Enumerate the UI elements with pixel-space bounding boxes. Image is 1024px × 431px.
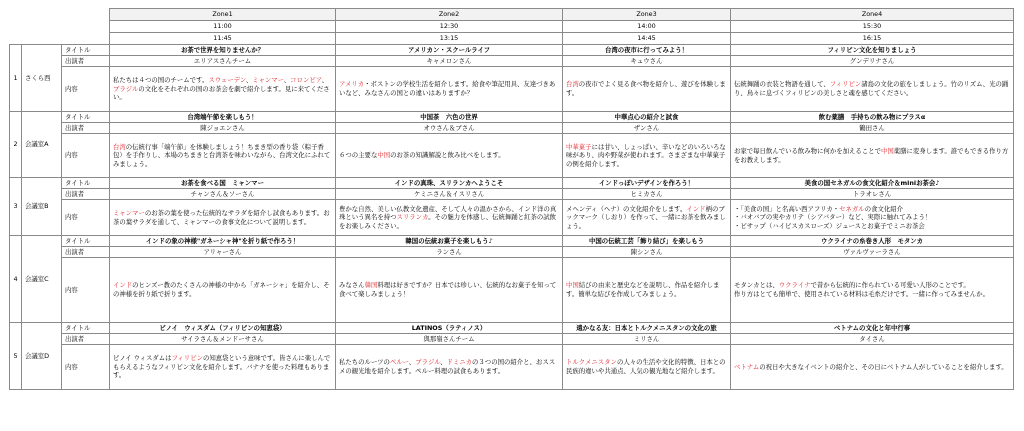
field-label-content: 内容 [62,200,110,236]
content-text: 、 [283,76,291,85]
session-content [563,134,731,178]
content-text: の夜市でよく見る食べ物を紹介し、遊びを体験します。 [566,80,726,97]
room-5-content-row [10,345,1014,390]
zone-end-time: 14:45 [563,33,731,45]
room-4-presenter-row [10,247,1014,258]
zone-start-time: 15:30 [731,21,1014,33]
session-content [731,134,1014,178]
field-label-presenter: 出演者 [62,123,110,134]
content-text: の伝統行事「端午節」を体験しましょう！ちまき型の香り袋（粽子香包）を手作りし、本場のちまきと台湾茶を味わいながら、台湾文化にふれてみましょう。 [113,142,331,168]
session-presenter: ケミニさん＆イスリさん [336,189,563,200]
country-highlight: フィリピン [829,80,862,89]
field-label-content: 内容 [62,345,110,390]
session-title: インドの真珠、スリランカへようこそ [336,178,563,189]
content-text: のヒンズー教のたくさんの神様の中から「ガネーシャ」を紹介し、その神様を折り紙で折ります。 [113,281,330,298]
session-content [563,200,731,236]
content-text: 料理は好きですか？日本では珍しい、伝統的なお菓子を知って食べて楽しみましょう！ [339,281,557,298]
zone-header: Zone3 [563,9,731,21]
room-name: さくら西 [22,45,62,112]
session-title: ウクライナの糸巻き人形 モタンカ [731,236,1014,247]
content-text: 。その魅力を体感し、伝統舞踊と紅茶の試飲をお楽しみください。 [339,213,557,230]
schedule-sheet [9,8,1014,390]
room-name: 会議室D [22,323,62,390]
zone-start-time: 12:30 [336,21,563,33]
room-name: 会議室B [22,178,62,236]
field-label-content: 内容 [62,67,110,112]
field-label-title: タイトル [62,236,110,247]
country-highlight: 中国 [566,281,579,290]
room-name: 会議室A [22,112,62,178]
header-row-name [10,9,1014,21]
country-highlight: 中華菓子 [566,142,592,151]
content-text: 伝統舞踊の衣装と物語を通して、 [734,80,830,89]
header-blank [10,21,110,33]
session-title: インドっぽいデザインを作ろう！ [563,178,731,189]
session-title: 中国の伝統工芸「飾り結び」を楽しもう [563,236,731,247]
content-text: の知恵袋という意味です。皆さんに楽しんでもらえるようなフィリピン文化を紹介します。バナナを使った料理もあります。 [113,354,331,380]
session-presenter: タイさん [731,334,1014,345]
country-highlight: ミャンマー [252,76,284,85]
room-number: 2 [10,112,22,178]
content-text: 、 [321,76,329,85]
content-text: のお茶の知識解説と飲み比べをします。 [390,151,505,160]
zone-start-time: 11:00 [110,21,336,33]
session-presenter: グンデリナさん [731,56,1014,67]
country-highlight: ウクライナ [778,281,811,290]
room-5-title-row [10,323,1014,334]
session-title: ビノイ ウィスダム（フィリピンの知恵袋） [110,323,336,334]
field-label-title: タイトル [62,45,110,56]
content-text: 諸島の文化の旅をしましょう。竹のリズム、光の踊り、鳥々に息づくフィリピンの美しさと魂を感じてください。 [734,80,1009,97]
content-text: みなさん [339,281,365,290]
zone-start-time: 14:00 [563,21,731,33]
session-presenter: ランさん [336,247,563,258]
country-highlight: ドミニカ [446,358,473,367]
content-text: 、 [408,358,416,367]
content-text: モタンカとは、 [734,281,779,290]
session-content [110,134,336,178]
room-2-presenter-row [10,123,1014,134]
session-content [563,258,731,323]
content-text: お家で毎日飲んでいる飲み物に何かを加えることで [734,146,881,155]
session-content [731,258,1014,323]
session-title: 中華点心の紹介と試食 [563,112,731,123]
session-presenter: キャメロンさん [336,56,563,67]
header-blank [10,9,110,21]
session-title: 台湾端午節を楽しもう！ [110,112,336,123]
session-presenter: 與那嶺さんチーム [336,334,563,345]
zone-header: Zone2 [336,9,563,21]
country-highlight: インド [686,204,706,213]
session-title: お茶で世界を知りませんか？ [110,45,336,56]
session-presenter: ザンさん [563,123,731,134]
country-highlight: 台湾 [566,80,579,89]
field-label-presenter: 出演者 [62,247,110,258]
session-title: アメリカン・スクールライフ [336,45,563,56]
room-1-title-row [10,45,1014,56]
country-highlight: アメリカ [339,80,365,89]
room-5-presenter-row [10,334,1014,345]
content-text: 、 [245,76,253,85]
session-presenter: ヒミカさん [563,189,731,200]
session-title: 韓国の伝統お菓子を楽しもう♪ [336,236,563,247]
content-text: 豊かな自然、美しい仏教文化遺産、そして人々の温かさから、インド洋の真珠という異名を持つ [339,204,557,222]
session-presenter: 陳ジョエンさん [110,123,336,134]
content-text: ・バオバブの実やカリテ（シアバター）など、実際に触れてみよう！ [734,213,932,222]
zone-header: Zone1 [110,9,336,21]
country-highlight: 台湾 [113,142,126,151]
room-number: 4 [10,236,22,323]
room-number: 5 [10,323,22,390]
content-text: の祝日や大きなイベントの紹介と、その日にベトナム人がしていることを紹介します。 [759,362,1008,371]
room-3-content-row [10,200,1014,236]
room-2-title-row [10,112,1014,123]
session-title: 飲む薬膳 手持ちの飲み物にプラスα [731,112,1014,123]
session-presenter: キュウさん [563,56,731,67]
content-text: ６つの主要な [339,151,378,160]
content-text: の３つの国の紹介と、おススメの観光地を紹介します。ペルー料理の試食もあります。 [339,358,556,375]
content-text: メヘンディ（ヘナ）の文化紹介をします。 [566,204,687,213]
header-row-end [10,33,1014,45]
field-label-title: タイトル [62,178,110,189]
zone-end-time: 13:15 [336,33,563,45]
session-content [110,200,336,236]
session-presenter: エリアスさんチーム [110,56,336,67]
session-presenter: ミリさん [563,334,731,345]
content-text: の人々の生活や文化的特徴、日本との民族的違いや共通点、人気の観光地など紹介します。 [566,358,726,375]
content-text: には甘い、しょっぱい、辛いなどのいろいろな味があり、肉や野菜が使われます。さまざまな中華菓子の例を紹介します。 [566,142,726,168]
content-text: 私たちのルーツの [339,358,390,367]
session-title: フィリピン文化を知りましょう [731,45,1014,56]
content-text: 結びの由来と歴史などを説明し、作品を紹介します。簡単な結びを作成してみましょう。 [566,281,720,298]
content-text: 私たちは４つの国のチームです。 [113,76,209,85]
session-title: 中国茶 六色の世界 [336,112,563,123]
room-name: 会議室C [22,236,62,323]
session-content [563,67,731,112]
content-text: ・ボストンの学校生活を紹介します。給食や筆記用具、友達づきあいなど、みなさんの国との違いはありますか？ [339,80,556,97]
session-presenter: オウさん＆ブさん [336,123,563,134]
session-presenter: アリャーさん [110,247,336,258]
country-highlight: 韓国 [364,281,378,290]
session-presenter: チャンさん＆ソーさん [110,189,336,200]
country-highlight: セネガル [839,204,865,213]
session-title: ベトナムの文化と年中行事 [731,323,1014,334]
country-highlight: トルクメニスタン [566,358,617,367]
room-3-title-row [10,178,1014,189]
content-text: 、 [440,358,447,367]
session-presenter: 陳シンさん [563,247,731,258]
country-highlight: スウェーデン [208,76,246,85]
country-highlight: ブラジル [415,358,441,367]
session-content [336,200,563,236]
schedule-table [9,8,1014,390]
country-highlight: インド [113,281,133,290]
field-label-title: タイトル [62,323,110,334]
content-text: の文化をそれぞれの国のお茶会を劇で紹介します。見に来てください。 [113,84,330,102]
session-content [336,345,563,390]
session-content [110,67,336,112]
zone-end-time: 16:15 [731,33,1014,45]
session-presenter: トラオレさん [731,189,1014,200]
session-content [336,258,563,323]
field-label-title: タイトル [62,112,110,123]
room-3-presenter-row [10,189,1014,200]
session-content [731,345,1014,390]
content-text: ・「美食の国」と名高い西アフリカ・ [734,204,840,213]
session-presenter: サイラさん＆メンドーサさん [110,334,336,345]
session-title: お茶を食べる国 ミャンマー [110,178,336,189]
room-4-title-row [10,236,1014,247]
field-label-presenter: 出演者 [62,56,110,67]
country-highlight: スリランカ [396,213,429,222]
session-content [731,200,1014,236]
session-title: 美食の国セネガルの食文化紹介＆miniお茶会♪ [731,178,1014,189]
country-highlight: ペルー [389,358,409,367]
room-1-presenter-row [10,56,1014,67]
content-text: ピノイ ウィスダムは [113,354,172,363]
field-label-content: 内容 [62,258,110,323]
zone-end-time: 11:45 [110,33,336,45]
country-highlight: ベトナム [734,362,760,371]
content-text: 柄のブックマーク（しおり）を作って、一緒にお茶を飲みましょう。 [566,204,726,230]
session-content [110,345,336,390]
content-text: で昔から伝統的に作られている可愛い人形のことです。 [810,281,970,290]
session-title: 台湾の夜市に行ってみよう！ [563,45,731,56]
session-content [563,345,731,390]
session-content [336,67,563,112]
content-text: 薬膳に変身します。誰でもできる作り方をお教えします。 [734,146,1009,164]
room-number: 1 [10,45,22,112]
country-highlight: ブラジル [113,84,139,93]
country-highlight: ミャンマー [113,208,145,217]
room-2-content-row [10,134,1014,178]
header-row-start [10,21,1014,33]
content-text: ・ビサップ（ハイビスカスローズ）ジュースとお菓子でミニお茶会 [734,221,925,230]
room-4-content-row [10,258,1014,323]
field-label-content: 内容 [62,134,110,178]
room-number: 3 [10,178,22,236]
session-content [336,134,563,178]
header-blank [10,33,110,45]
session-content [731,67,1014,112]
content-text: のお茶の葉を使った伝統的なサラダを紹介し試食もあります。お茶の葉サラダを通して、ミャンマーの食事文化について説明します。 [113,208,330,226]
zone-header: Zone4 [731,9,1014,21]
room-1-content-row [10,67,1014,112]
session-title: 遠かなる友：日本とトルクメニスタンの文化の旅 [563,323,731,334]
session-presenter: 鶴田さん [731,123,1014,134]
country-highlight: フィリピン [171,354,203,363]
country-highlight: コロンビア [290,76,322,85]
session-content [110,258,336,323]
content-text: の食文化紹介 [864,204,904,213]
session-presenter: ヴァルヴァーラさん [731,247,1014,258]
field-label-presenter: 出演者 [62,334,110,345]
session-title: インドの象の神様"ガネーシャ神"を折り紙で作ろう！ [110,236,336,247]
content-text: 作り方はとても簡単で、使用されている材料は毛糸だけです。一緒に作ってみませんか。 [734,290,989,298]
country-highlight: 中国 [880,146,894,155]
field-label-presenter: 出演者 [62,189,110,200]
country-highlight: 中国 [377,151,391,160]
session-title: LATINOS（ラティノス） [336,323,563,334]
